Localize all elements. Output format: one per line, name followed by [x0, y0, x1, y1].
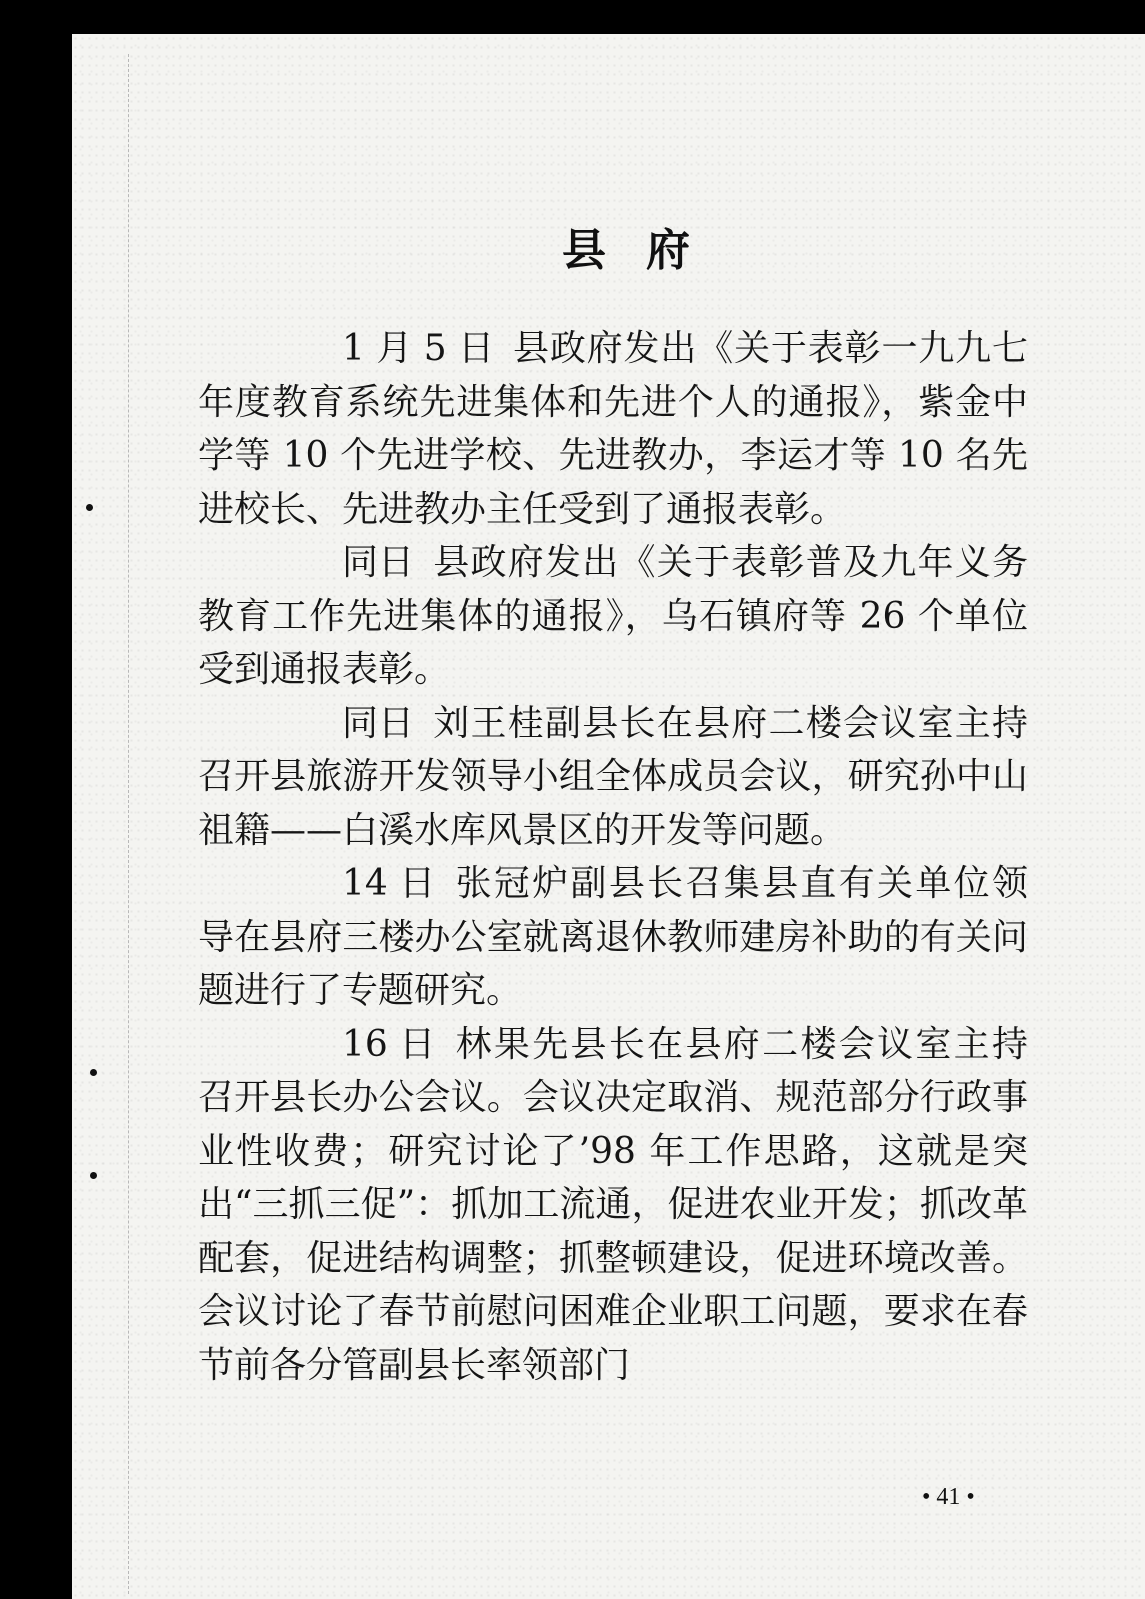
entry-date: 同日 — [342, 542, 415, 583]
entry-text: 县政府发出《关于表彰一九九七年度教育系统先进集体和先进个人的通报》，紫金中学等 10 个先进学校、先进教办，李运才等 10 名先进校长、先进教办主任受到了通报表彰。 — [198, 328, 1028, 530]
punch-hole-mark — [90, 1069, 97, 1076]
chronicle-entry — [198, 536, 1028, 697]
page-number: • 41 • — [922, 1484, 975, 1510]
punch-hole-mark — [90, 1172, 97, 1179]
document-page — [72, 34, 1145, 1599]
entry-text: 林果先县长在县府二楼会议室主持召开县长办公会议。会议决定取消、规范部分行政事业性收费；研究讨论了’98 年工作思路，这就是突出“三抓三促”：抓加工流通，促进农业开发；抓改革配套，促进结构调整；抓整顿建设，促进环境改善。会议讨论了春节前慰问困难企业职工问题，要求在春节前各分管副县长率领部门 — [198, 1023, 1028, 1386]
entry-date: 同日 — [342, 702, 415, 744]
punch-hole-mark — [86, 504, 93, 511]
entry-date: 1 月 5 日 — [342, 328, 495, 369]
entry-date: 16 日 — [342, 1023, 436, 1065]
chronicle-entry — [198, 322, 1028, 536]
chronicle-entry — [198, 857, 1028, 1018]
chronicle-entry — [198, 1018, 1028, 1393]
entry-text: 县政府发出《关于表彰普及九年义务教育工作先进集体的通报》，乌石镇府等 26 个单位受到通报表彰。 — [198, 542, 1028, 690]
chronicle-body — [198, 322, 1028, 1392]
entry-text: 张冠炉副县长召集县直有关单位领导在县府三楼办公室就离退休教师建房补助的有关问题进行了专题研究。 — [198, 863, 1028, 1011]
chronicle-entry — [198, 697, 1028, 858]
page-title: 县府 — [562, 225, 730, 276]
entry-date: 14 日 — [342, 863, 436, 904]
binding-edge-line — [128, 54, 129, 1594]
entry-text: 刘王桂副县长在县府二楼会议室主持召开县旅游开发领导小组全体成员会议，研究孙中山祖籍——白溪水库风景区的开发等问题。 — [198, 702, 1028, 851]
